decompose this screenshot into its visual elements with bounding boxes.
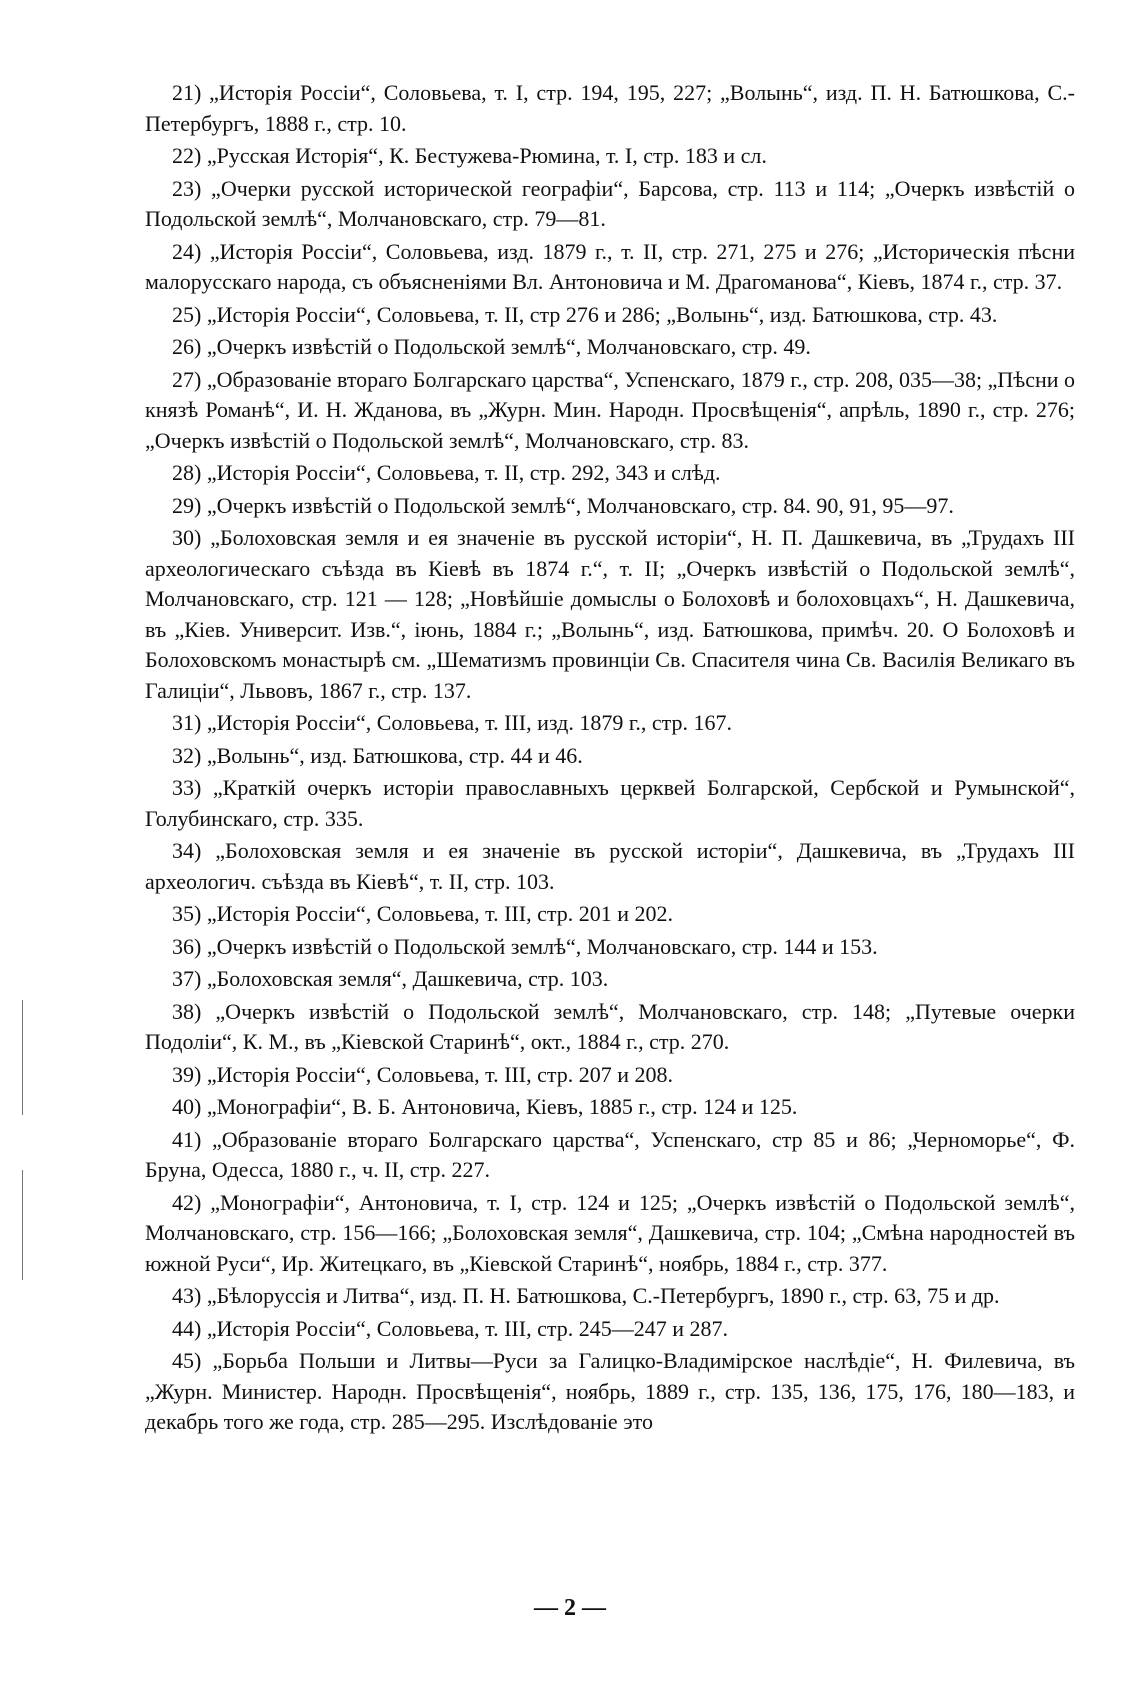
- footnotes-list: [145, 78, 1075, 1440]
- footnote-26: 26) „Очеркъ извѣстій о Подольской землѣ“, Молчановскаго, стр. 49.: [172, 334, 811, 359]
- footnote-23: 23) „Очерки русской исторической географіи“, Барсова, стр. 113 и 114; „Очеркъ извѣстій о Подольской землѣ“, Молчановскаго, стр. 79—81.: [145, 175, 1075, 231]
- footnote-32: 32) „Волынь“, изд. Батюшкова, стр. 44 и 46.: [172, 742, 583, 768]
- margin-mark-2: [22, 1170, 23, 1280]
- footnote-31: 31) „Исторія Россіи“, Соловьева, т. III, изд. 1879 г., стр. 167.: [172, 710, 733, 735]
- footnote-44: 44) „Исторія Россіи“, Соловьева, т. III, стр. 245—247 и 287.: [172, 1315, 728, 1341]
- footnote-24: 24) „Исторія Россіи“, Соловьева, изд. 1879 г., т. II, стр. 271, 275 и 276; „Историческія пѣсни малорусскаго народа, съ объясненіями Вл. Антоновича и М. Драгоманова“, Кіевъ, 1874 г., стр. 37.: [145, 238, 1075, 294]
- footnote-29: 29) „Очеркъ извѣстій о Подольской землѣ“, Молчановскаго, стр. 84. 90, 91, 95—97.: [172, 492, 954, 518]
- page-number: — 2 —: [534, 1595, 606, 1621]
- footnote-36: 36) „Очеркъ извѣстій о Подольской землѣ“, Молчановскаго, стр. 144 и 153.: [172, 933, 878, 959]
- footnote-42: 42) „Монографіи“, Антоновича, т. I, стр. 124 и 125; „Очеркъ извѣстій о Подольской землѣ“, Молчановскаго, стр. 156—166; „Болоховская земля“, Дашкевича, стр. 104; „Смѣна народностей въ южной Руси“, Ир. Житецкаго, въ „Кіевской Старинѣ“, ноябрь, 1884 г., стр. 377.: [145, 1189, 1075, 1276]
- footnote-25: 25) „Исторія Россіи“, Соловьева, т. II, стр 276 и 286; „Волынь“, изд. Батюшкова, стр. 43.: [172, 301, 998, 327]
- footnote-38: 38) „Очеркъ извѣстій о Подольской землѣ“, Молчановскаго, стр. 148; „Путевые очерки Подоліи“, К. М., въ „Кіевской Старинѣ“, окт., 1884 г., стр. 270.: [145, 998, 1075, 1054]
- footnote-27: 27) „Образованіе втораго Болгарскаго царства“, Успенскаго, 1879 г., стр. 208, 035—38; „Пѣсни о князѣ Романѣ“, И. Н. Жданова, въ „Журн. Мин. Народн. Просвѣщенія“, апрѣль, 1890 г., стр. 276; „Очеркъ извѣстій о Подольской землѣ“, Молчановскаго, стр. 83.: [145, 366, 1076, 453]
- footnote-28: 28) „Исторія Россіи“, Соловьева, т. II, стр. 292, 343 и слѣд.: [172, 460, 721, 485]
- footnote-21: 21) „Исторія Россіи“, Соловьева, т. I, стр. 194, 195, 227; „Волынь“, изд. П. Н. Батюшкова, С.-Петербургъ, 1888 г., стр. 10.: [145, 80, 1075, 136]
- footnote-22: 22) „Русская Исторія“, К. Бестужева-Рюмина, т. I, стр. 183 и сл.: [172, 143, 767, 168]
- footnote-45: 45) „Борьба Польши и Литвы—Руси за Галицко-Владимірское наслѣдіе“, Н. Филевича, въ „Журн. Министер. Народн. Просвѣщенія“, ноябрь, 1889 г., стр. 135, 136, 175, 176, 180—183, и декабрь того же года, стр. 285—295. Изслѣдованіе это: [145, 1348, 1075, 1434]
- margin-mark-1: [22, 1000, 23, 1115]
- footnote-40: 40) „Монографіи“, В. Б. Антоновича, Кіевъ, 1885 г., стр. 124 и 125.: [172, 1094, 798, 1119]
- footnote-30: 30) „Болоховская земля и ея значеніе въ русской исторіи“, Н. П. Дашкевича, въ „Трудахъ III археологическаго съѣзда въ Кіевѣ въ 1874 г.“, т. II; „Очеркъ извѣстій о Подольской землѣ“, Молчановскаго, стр. 121 — 128; „Новѣйшіе домыслы о Болоховѣ и болоховцахъ“, Н. Дашкевича, въ „Кіев. Университ. Изв.“, іюнь, 1884 г.; „Волынь“, изд. Батюшкова, примѣч. 20. О Болоховѣ и Болоховскомъ монастырѣ см. „Шематизмъ провинціи Св. Спасителя чина Св. Василія Великаго въ Галиціи“, Львовъ, 1867 г., стр. 137.: [145, 525, 1075, 703]
- footnote-43: 43) „Бѣлоруссія и Литва“, изд. П. Н. Батюшкова, С.-Петербургъ, 1890 г., стр. 63, 75 и др.: [172, 1283, 1000, 1308]
- footnote-39: 39) „Исторія Россіи“, Соловьева, т. III, стр. 207 и 208.: [172, 1061, 673, 1087]
- footnote-37: 37) „Болоховская земля“, Дашкевича, стр. 103.: [172, 966, 609, 991]
- footnote-35: 35) „Исторія Россіи“, Соловьева, т. III, стр. 201 и 202.: [172, 901, 673, 926]
- footnote-33: 33) „Краткій очеркъ исторіи православныхъ церквей Болгарской, Сербской и Румынской“, Голубинскаго, стр. 335.: [145, 775, 1075, 831]
- footnote-41: 41) „Образованіе втораго Болгарскаго царства“, Успенскаго, стр 85 и 86; „Черноморье“, Ф. Бруна, Одесса, 1880 г., ч. II, стр. 227.: [145, 1126, 1075, 1182]
- footnote-34: 34) „Болоховская земля и ея значеніе въ русской исторіи“, Дашкевича, въ „Трудахъ III археологич. съѣзда въ Кіевѣ“, т. II, стр. 103.: [145, 838, 1075, 894]
